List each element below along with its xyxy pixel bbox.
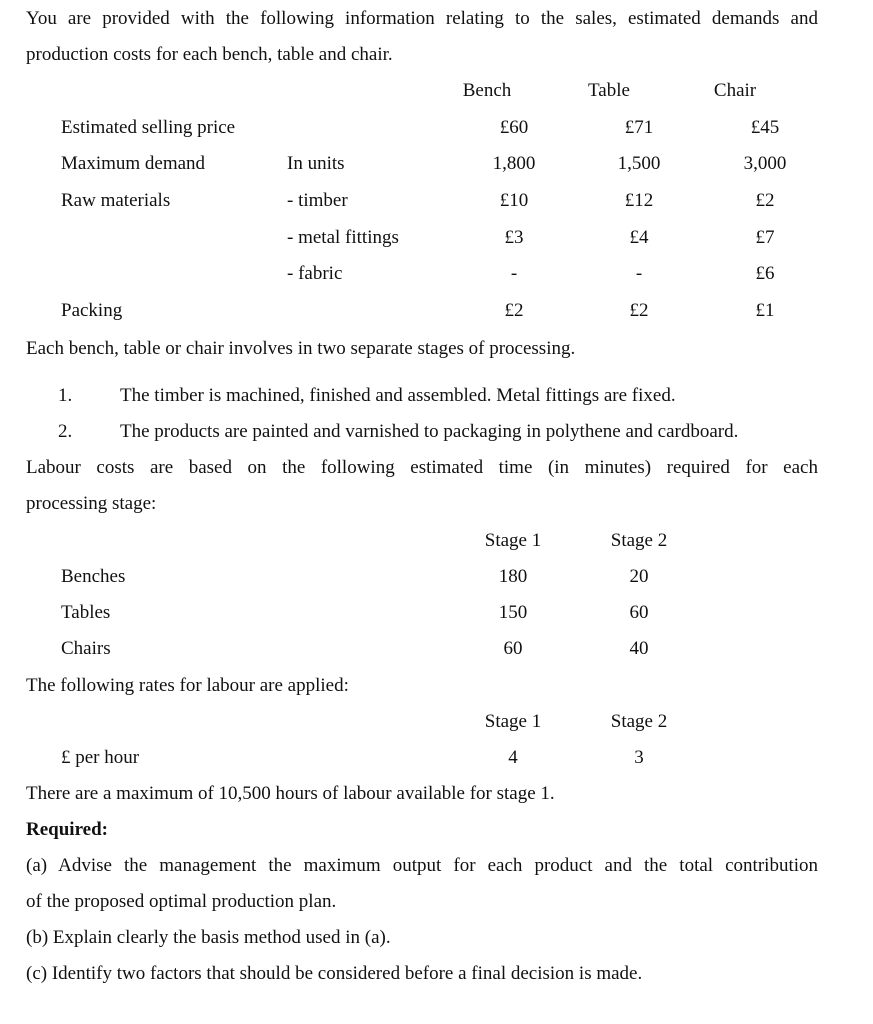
cell-bench-metal: £3 [504, 227, 524, 248]
time-chairs-stage-1: 60 [503, 638, 523, 659]
time-tables-stage-2: 60 [629, 602, 649, 623]
rates-header-stage-1: Stage 1 [484, 711, 542, 732]
header-bench: Bench [462, 80, 512, 101]
time-row-label-benches: Benches [61, 566, 126, 587]
step-1-text: The timber is machined, finished and assembled. Metal fittings are fixed. [120, 385, 676, 406]
required-a-line-1: (a) Advise the management the maximum output for each product and the total contribution [26, 855, 818, 876]
rate-stage-1: 4 [508, 747, 518, 768]
time-chairs-stage-2: 40 [629, 638, 649, 659]
required-b: (b) Explain clearly the basis method used in (a). [26, 927, 391, 948]
time-benches-stage-2: 20 [629, 566, 649, 587]
row-sublabel-metal-fittings: - metal fittings [287, 227, 399, 248]
intro-line-1: You are provided with the following information relating to the sales, estimated demands and [26, 8, 818, 29]
required-title: Required: [26, 819, 108, 840]
labour-constraint: There are a maximum of 10,500 hours of labour available for stage 1. [26, 783, 555, 804]
cell-bench-timber: £10 [499, 190, 529, 211]
step-2-number: 2. [58, 421, 73, 442]
time-row-label-tables: Tables [61, 602, 111, 623]
labour-intro-line-1: Labour costs are based on the following estimated time (in minutes) required for each [26, 457, 818, 478]
time-header-stage-2: Stage 2 [610, 530, 668, 551]
row-label-packing: Packing [61, 300, 123, 321]
rates-header-stage-2: Stage 2 [610, 711, 668, 732]
intro-line-2: production costs for each bench, table and chair. [26, 44, 393, 65]
step-1-number: 1. [58, 385, 73, 406]
row-label-selling-price: Estimated selling price [61, 117, 236, 138]
time-row-label-chairs: Chairs [61, 638, 111, 659]
cell-table-demand: 1,500 [617, 153, 661, 174]
cell-table-fabric: - [635, 263, 643, 284]
cell-chair-metal: £7 [755, 227, 775, 248]
step-2-text: The products are painted and varnished to packaging in polythene and cardboard. [120, 421, 739, 442]
cell-bench-demand: 1,800 [492, 153, 536, 174]
cell-table-packing: £2 [629, 300, 649, 321]
cell-chair-price: £45 [750, 117, 780, 138]
rate-stage-2: 3 [634, 747, 644, 768]
time-header-stage-1: Stage 1 [484, 530, 542, 551]
cell-bench-price: £60 [499, 117, 529, 138]
row-sublabel-fabric: - fabric [287, 263, 343, 284]
rates-intro: The following rates for labour are applied: [26, 675, 349, 696]
header-chair: Chair [713, 80, 757, 101]
rates-row-label: £ per hour [61, 747, 140, 768]
time-tables-stage-1: 150 [498, 602, 528, 623]
processing-intro: Each bench, table or chair involves in two separate stages of processing. [26, 338, 576, 359]
cell-bench-packing: £2 [504, 300, 524, 321]
cell-bench-fabric: - [510, 263, 518, 284]
cell-table-metal: £4 [629, 227, 649, 248]
labour-intro-line-2: processing stage: [26, 493, 157, 514]
row-label-max-demand: Maximum demand [61, 153, 206, 174]
cell-table-timber: £12 [624, 190, 654, 211]
row-sublabel-timber: - timber [287, 190, 348, 211]
cell-chair-packing: £1 [755, 300, 775, 321]
time-benches-stage-1: 180 [498, 566, 528, 587]
row-sublabel-in-units: In units [287, 153, 345, 174]
row-label-raw-materials: Raw materials [61, 190, 171, 211]
cell-chair-demand: 3,000 [743, 153, 787, 174]
required-c: (c) Identify two factors that should be considered before a final decision is made. [26, 963, 643, 984]
cell-table-price: £71 [624, 117, 654, 138]
cell-chair-fabric: £6 [755, 263, 775, 284]
cell-chair-timber: £2 [755, 190, 775, 211]
header-table: Table [588, 80, 630, 101]
required-a-line-2: of the proposed optimal production plan. [26, 891, 337, 912]
